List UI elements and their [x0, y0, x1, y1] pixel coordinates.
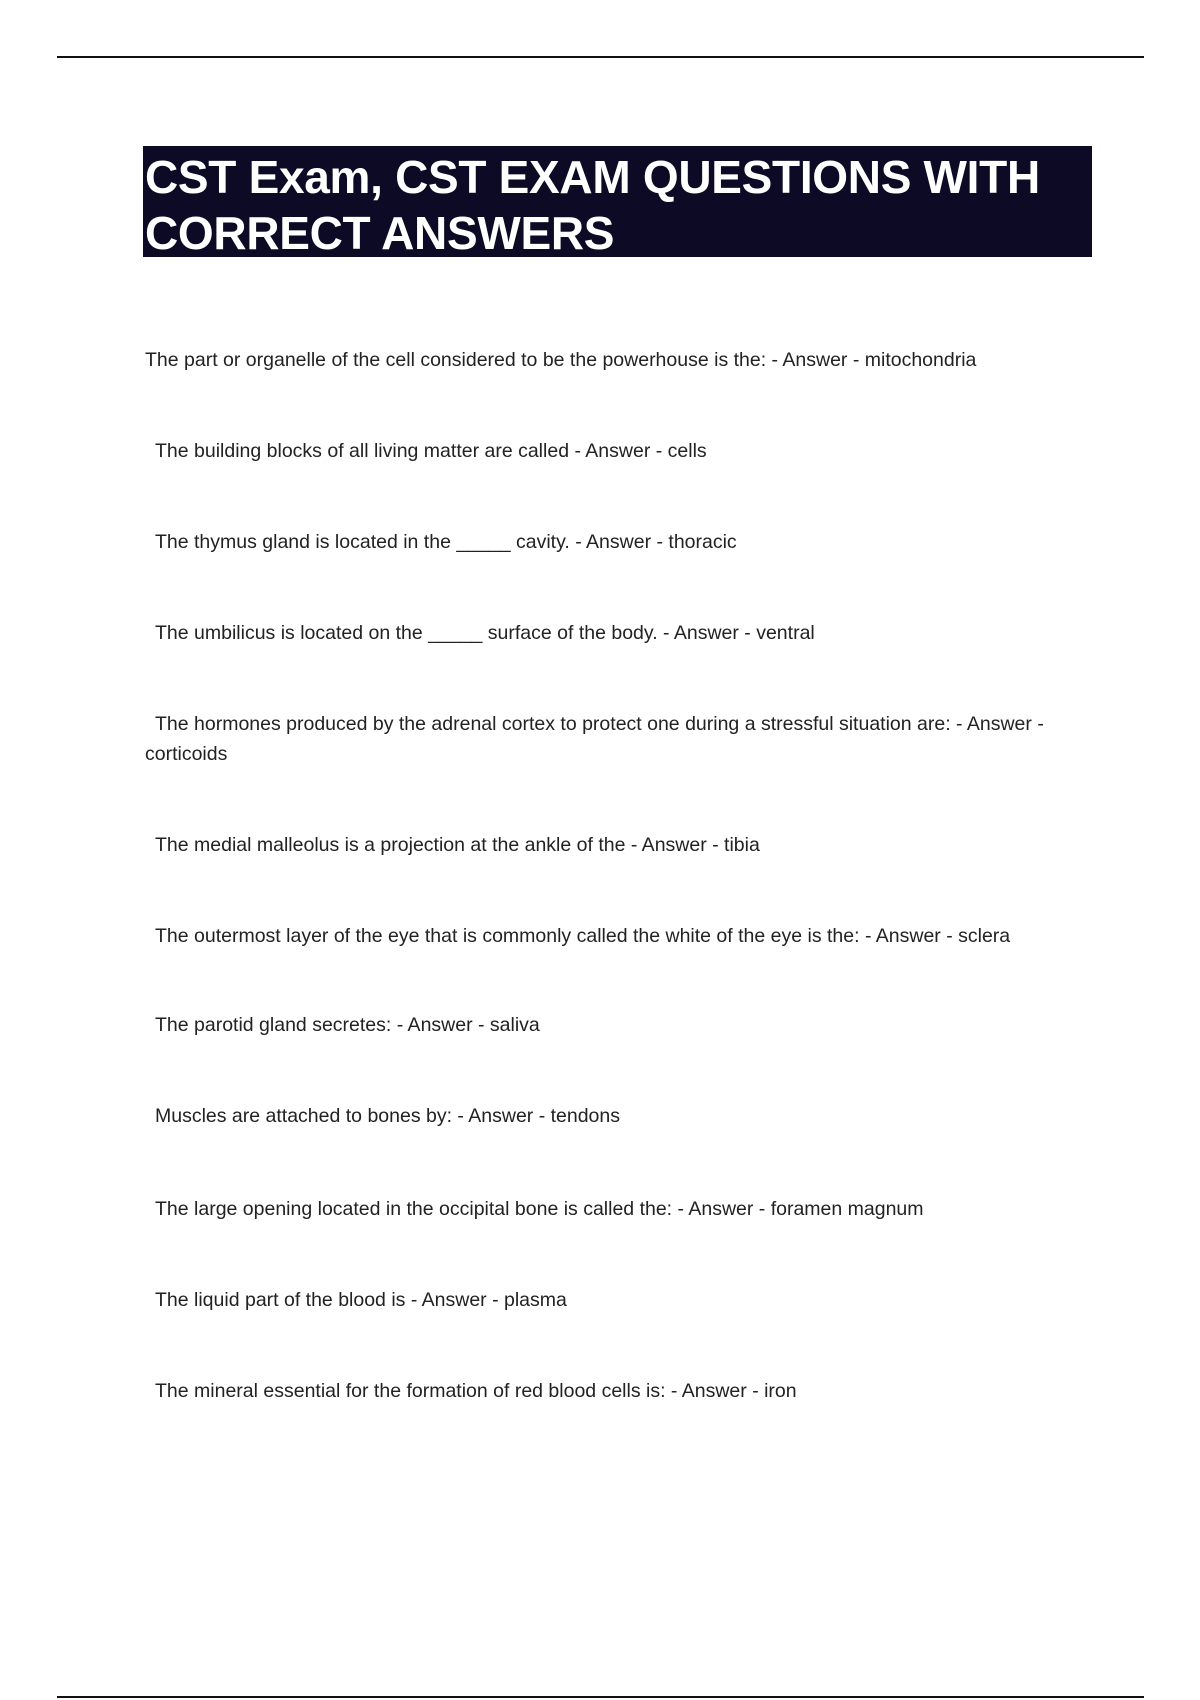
qa-item-5: The hormones produced by the adrenal cortex to protect one during a stressful situation are: - Answer - corticoids: [145, 713, 1044, 765]
qa-item-10: The large opening located in the occipital bone is called the: - Answer - foramen magnum: [155, 1198, 924, 1220]
qa-item-6: The medial malleolus is a projection at the ankle of the - Answer - tibia: [155, 834, 760, 856]
document-title: CST Exam, CST EXAM QUESTIONS WITH CORRECT ANSWERS: [145, 151, 1040, 259]
qa-item-1: The part or organelle of the cell considered to be the powerhouse is the: - Answer - mitochondria: [145, 349, 977, 371]
qa-item-7: The outermost layer of the eye that is commonly called the white of the eye is the: - Answer - sclera: [155, 925, 1011, 947]
qa-item-3: The thymus gland is located in the _____ cavity. - Answer - thoracic: [155, 531, 737, 553]
qa-item-8: The parotid gland secretes: - Answer - saliva: [155, 1014, 540, 1036]
qa-item-9: Muscles are attached to bones by: - Answer - tendons: [155, 1105, 621, 1127]
bottom-rule: [57, 1696, 1144, 1698]
qa-item-4: The umbilicus is located on the _____ surface of the body. - Answer - ventral: [155, 622, 815, 644]
qa-item-2: The building blocks of all living matter are called - Answer - cells: [155, 440, 707, 462]
qa-item-11: The liquid part of the blood is - Answer - plasma: [155, 1289, 567, 1311]
qa-item-12: The mineral essential for the formation of red blood cells is: - Answer - iron: [155, 1380, 797, 1402]
